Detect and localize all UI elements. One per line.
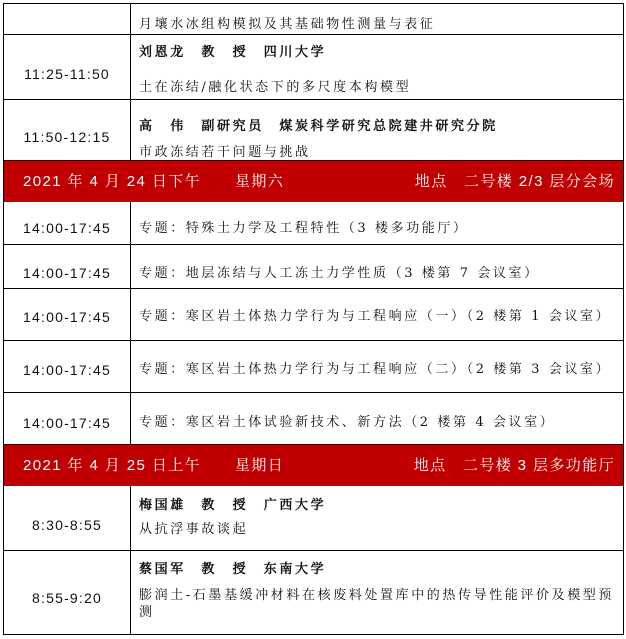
table-row-session <box>3 341 624 393</box>
content-cell <box>131 551 623 634</box>
content-cell <box>131 100 623 160</box>
time-cell <box>4 245 131 288</box>
speaker-info: 梅国雄 教 授 广西大学 <box>139 498 327 513</box>
content-cell <box>131 393 623 444</box>
header-weekday: 星期日 <box>235 457 285 474</box>
header-location: 地点 二号楼 3 层多功能厅 <box>413 457 615 474</box>
content-cell <box>131 202 623 244</box>
content-cell <box>131 486 623 550</box>
day-header-band <box>3 161 624 202</box>
session-topic: 专题：寒区岩土体试验新技术、新方法（2 楼第 4 会议室） <box>139 415 556 430</box>
content-cell <box>131 35 623 99</box>
talk-time: 8:55-9:20 <box>32 590 102 606</box>
time-cell <box>4 393 131 444</box>
table-row-talk <box>3 100 624 161</box>
session-topic: 专题：寒区岩土体热力学行为与工程响应（一）（2 楼第 1 会议室） <box>139 309 612 324</box>
time-cell <box>4 551 131 634</box>
session-topic: 专题：地层冻结与人工冻土力学性质（3 楼第 7 会议室） <box>139 266 540 281</box>
talk-time: 11:50-12:15 <box>23 129 111 145</box>
session-topic: 专题：寒区岩土体热力学行为与工程响应（二）（2 楼第 3 会议室） <box>139 362 612 377</box>
header-date: 2021 年 4 月 24 日下午 <box>23 173 202 190</box>
time-cell <box>4 341 131 392</box>
time-cell <box>4 486 131 550</box>
speaker-info: 高 伟 副研究员 煤炭科学研究总院建井研究分院 <box>139 119 498 134</box>
speaker-info: 刘恩龙 教 授 四川大学 <box>139 45 327 60</box>
session-time: 14:00-17:45 <box>23 220 111 236</box>
talk-time: 8:30-8:55 <box>32 517 102 533</box>
table-row-session <box>3 289 624 341</box>
day-header-band <box>3 445 624 486</box>
session-time: 14:00-17:45 <box>23 309 111 325</box>
content-cell <box>131 245 623 288</box>
session-time: 14:00-17:45 <box>23 362 111 378</box>
session-time: 14:00-17:45 <box>23 265 111 281</box>
time-cell-empty <box>4 4 131 34</box>
table-row-session <box>3 393 624 445</box>
header-date: 2021 年 4 月 25 日上午 <box>23 457 202 474</box>
table-row-continued-talk <box>3 3 624 35</box>
content-cell <box>131 341 623 392</box>
time-cell <box>4 289 131 340</box>
talk-title: 土在冻结/融化状态下的多尺度本构模型 <box>139 80 412 95</box>
content-cell <box>131 289 623 340</box>
talk-title: 从抗浮事故谈起 <box>139 522 249 537</box>
table-row-session <box>3 245 624 289</box>
table-row-session <box>3 202 624 245</box>
time-cell <box>4 100 131 160</box>
session-topic: 专题：特殊土力学及工程特性（3 楼多功能厅） <box>139 221 469 236</box>
header-weekday: 星期六 <box>235 173 285 190</box>
speaker-info: 蔡国军 教 授 东南大学 <box>139 562 327 577</box>
header-location: 地点 二号楼 2/3 层分会场 <box>414 173 615 190</box>
table-row-talk <box>3 486 624 551</box>
time-cell <box>4 202 131 244</box>
talk-title: 市政冻结若干问题与挑战 <box>139 145 311 160</box>
table-row-talk <box>3 551 624 635</box>
table-row-talk <box>3 35 624 100</box>
talk-title: 月壤水冰组构模拟及其基础物性测量与表征 <box>139 17 436 32</box>
talk-time: 11:25-11:50 <box>24 66 110 82</box>
content-cell <box>131 4 623 34</box>
time-cell <box>4 35 131 99</box>
session-time: 14:00-17:45 <box>23 415 111 431</box>
talk-title: 膨润土-石墨基缓冲材料在核废料处置库中的热传导性能评价及模型预测 <box>139 588 614 620</box>
